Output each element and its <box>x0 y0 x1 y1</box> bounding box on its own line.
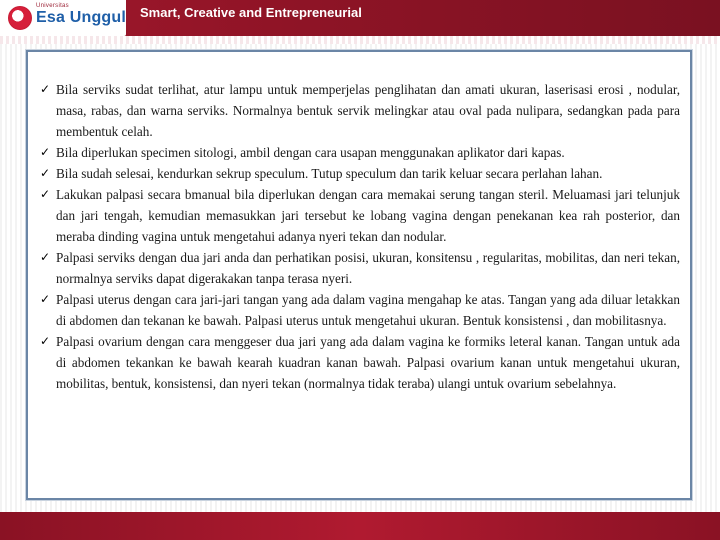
list-item <box>40 163 680 184</box>
list-item <box>40 79 680 142</box>
list-item-text: Bila serviks sudat terlihat, atur lampu untuk memperjelas penglihatan dan amati ukuran, laserisasi erosi , nodular, masa, rabas, dan warna serviks. Normalnya bentuk servik melingkar atau oval pada nulipara, sedangkan pada para membentuk celah. <box>56 82 680 139</box>
footer-bar <box>0 512 720 540</box>
check-icon: ✓ <box>40 292 51 306</box>
check-icon: ✓ <box>40 166 51 180</box>
tagline: Smart, Creative and Entrepreneurial <box>140 5 362 20</box>
list-item-text: Bila diperlukan specimen sitologi, ambil dengan cara usapan menggunakan aplikator dari kapas. <box>56 145 565 160</box>
list-item <box>40 289 680 331</box>
list-item <box>40 184 680 247</box>
check-icon: ✓ <box>40 145 51 159</box>
check-icon: ✓ <box>40 187 51 201</box>
logo <box>0 0 126 36</box>
list-item-text: Palpasi uterus dengan cara jari-jari tangan yang ada dalam vagina mengahap ke atas. Tangan yang ada diluar letakkan di abdomen dan tekanan ke bawah. Palpasi uterus untuk mengetahui ukuran. Bentuk konsistensi , dan mobilitasnya. <box>56 292 680 328</box>
list-item-text: Palpasi ovarium dengan cara menggeser dua jari yang ada dalam vagina ke formiks leteral kanan. Tangan untuk ada di abdomen tekankan ke bawah kearah kuadran kanan bawah. Palpasi ovarium kanan untuk mengetahui ukuran, mobilitas, bentuk, konsistensi, dan nyeri tekan (normalnya tidak teraba) ulangi untuk ovarium sebelahnya. <box>56 334 680 391</box>
procedure-list <box>28 52 690 394</box>
logo-small-text: Universitas <box>36 3 69 9</box>
university-emblem-icon <box>8 6 32 30</box>
check-icon: ✓ <box>40 250 51 264</box>
header-stripe <box>0 36 720 44</box>
logo-name: Esa Unggul <box>36 9 127 26</box>
list-item-text: Bila sudah selesai, kendurkan sekrup speculum. Tutup speculum dan tarik keluar secara perlahan lahan. <box>56 166 603 181</box>
list-item-text: Palpasi serviks dengan dua jari anda dan perhatikan posisi, ukuran, konsitensu , regularitas, mobilitas, dan neri tekan, normalnya serviks dapat digerakakan tanpa terasa nyeri. <box>56 250 680 286</box>
list-item <box>40 247 680 289</box>
check-icon: ✓ <box>40 334 51 348</box>
header-bar <box>0 0 720 36</box>
check-icon: ✓ <box>40 82 51 96</box>
list-item-text: Lakukan palpasi secara bmanual bila diperlukan dengan cara memakai serung tangan steril. Meluamasi jari telunjuk dan jari tengah, kemudian memasukkan jari tersebut ke lobang vagina dengan penekanan kea rah posterior, dan meraba dinding vagina untuk mengetahui adanya nyeri tekan dan nodular. <box>56 187 680 244</box>
content-box <box>26 50 692 500</box>
list-item <box>40 142 680 163</box>
list-item <box>40 331 680 394</box>
